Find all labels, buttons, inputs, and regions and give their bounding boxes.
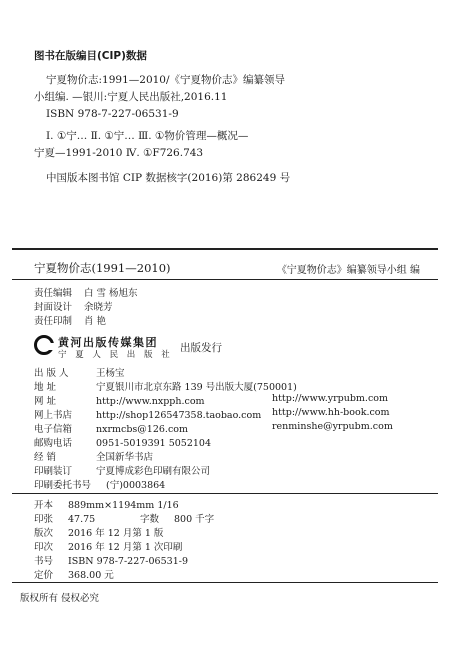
info-value: 宁夏银川市北京东路 139 号出版大厦(750001) [96, 382, 297, 393]
info-value: 全国新华书店 [96, 452, 154, 463]
spec-label: 书号 [34, 556, 54, 567]
publisher-press-name: 宁 夏 人 民 出 版 社 [58, 350, 173, 360]
publish-action: 出版发行 [180, 342, 222, 354]
info-value: http://www.nxpph.com [96, 396, 205, 407]
info-label: 网 址 [34, 396, 57, 407]
info-row [34, 379, 297, 393]
credit-row [34, 285, 138, 299]
specs-divider [12, 493, 438, 494]
info-label: 网上书店 [34, 410, 73, 421]
credit-label: 责任印制 [34, 316, 73, 327]
title-underline [12, 279, 438, 280]
info-value-secondary: http://www.hh-book.com [272, 407, 390, 418]
spec-value: 2016 年 12 月第 1 次印刷 [68, 542, 183, 553]
publisher-group-name: 黄河出版传媒集团 [58, 336, 158, 349]
spec-row [34, 539, 182, 553]
info-row [34, 477, 165, 491]
info-row [34, 463, 210, 477]
cip-entry [34, 72, 285, 123]
copyright-notice: 版权所有 侵权必究 [20, 593, 100, 604]
spec-label: 印次 [34, 542, 54, 553]
cip-subjects [34, 128, 248, 162]
info-row [34, 421, 188, 435]
spec-extra-label: 字数 [140, 514, 160, 525]
info-label: 邮购电话 [34, 438, 73, 449]
info-value: nxrmcbs@126.com [96, 424, 189, 435]
cip-number [34, 170, 290, 187]
spec-row [34, 553, 188, 567]
book-editor: 《宁夏物价志》编纂领导小组 编 [276, 265, 420, 276]
info-row [34, 449, 153, 463]
rights-divider [12, 582, 438, 583]
info-value-secondary: renminshe@yrpubm.com [272, 421, 393, 432]
spec-label: 定价 [34, 570, 54, 581]
info-label: 电子信箱 [34, 424, 73, 435]
info-value-secondary: http://www.yrpubm.com [272, 393, 388, 404]
info-row [34, 435, 211, 449]
spec-row [34, 511, 95, 525]
cip-subject-line2: 宁夏—1991-2010 Ⅳ. ①F726.743 [34, 147, 204, 159]
book-title: 宁夏物价志(1991—2010) [34, 261, 171, 275]
spec-row [34, 567, 114, 581]
cip-entry-line1: 宁夏物价志:1991—2010/《宁夏物价志》编纂领导 [46, 74, 286, 86]
credit-value: 余晓芳 [84, 302, 113, 313]
spec-label: 开本 [34, 500, 54, 511]
cip-subject-line1: Ⅰ. ①宁… Ⅱ. ①宁… Ⅲ. ①物价管理—概况— [46, 130, 249, 142]
spec-value: 2016 年 12 月第 1 版 [68, 528, 164, 539]
credit-label: 封面设计 [34, 302, 73, 313]
cip-isbn: ISBN 978-7-227-06531-9 [46, 108, 179, 120]
publisher-logo [34, 332, 234, 362]
spec-value: 47.75 [68, 514, 96, 525]
cip-entry-line2: 小组编. —银川:宁夏人民出版社,2016.11 [34, 91, 228, 103]
spec-value: 368.00 元 [68, 570, 114, 581]
info-row [34, 365, 125, 379]
info-label: 出 版 人 [34, 368, 69, 379]
info-label: 经 销 [34, 452, 57, 463]
info-label: 印刷装订 [34, 466, 73, 477]
credit-label: 责任编辑 [34, 288, 73, 299]
spec-value: 889mm×1194mm 1/16 [68, 500, 179, 511]
spec-row [34, 525, 163, 539]
info-value: (宁)0003864 [106, 480, 166, 491]
info-value: 宁夏博成彩色印刷有限公司 [96, 466, 211, 477]
credit-value: 白 雪 杨旭东 [84, 288, 138, 299]
credit-value: 肖 艳 [84, 316, 107, 327]
info-value: 0951-5019391 5052104 [96, 438, 212, 449]
info-value: http://shop126547358.taobao.com [96, 410, 262, 421]
credit-row [34, 299, 113, 313]
info-value: 王杨宝 [96, 368, 125, 379]
info-label: 地 址 [34, 382, 57, 393]
spec-extra [140, 511, 214, 525]
info-label: 印刷委托书号 [34, 480, 92, 491]
info-row [34, 393, 205, 407]
spec-label: 版次 [34, 528, 54, 539]
spec-value: ISBN 978-7-227-06531-9 [68, 556, 188, 567]
cip-number-text: 中国版本图书馆 CIP 数据核字(2016)第 286249 号 [46, 172, 291, 184]
section-divider [12, 248, 438, 250]
credit-row [34, 313, 106, 327]
spec-extra-value: 800 千字 [174, 514, 215, 525]
cip-heading: 图书在版编目(CIP)数据 [34, 50, 147, 62]
publisher-logo-icon [34, 335, 54, 355]
info-row [34, 407, 261, 421]
spec-row [34, 497, 179, 511]
spec-label: 印张 [34, 514, 54, 525]
